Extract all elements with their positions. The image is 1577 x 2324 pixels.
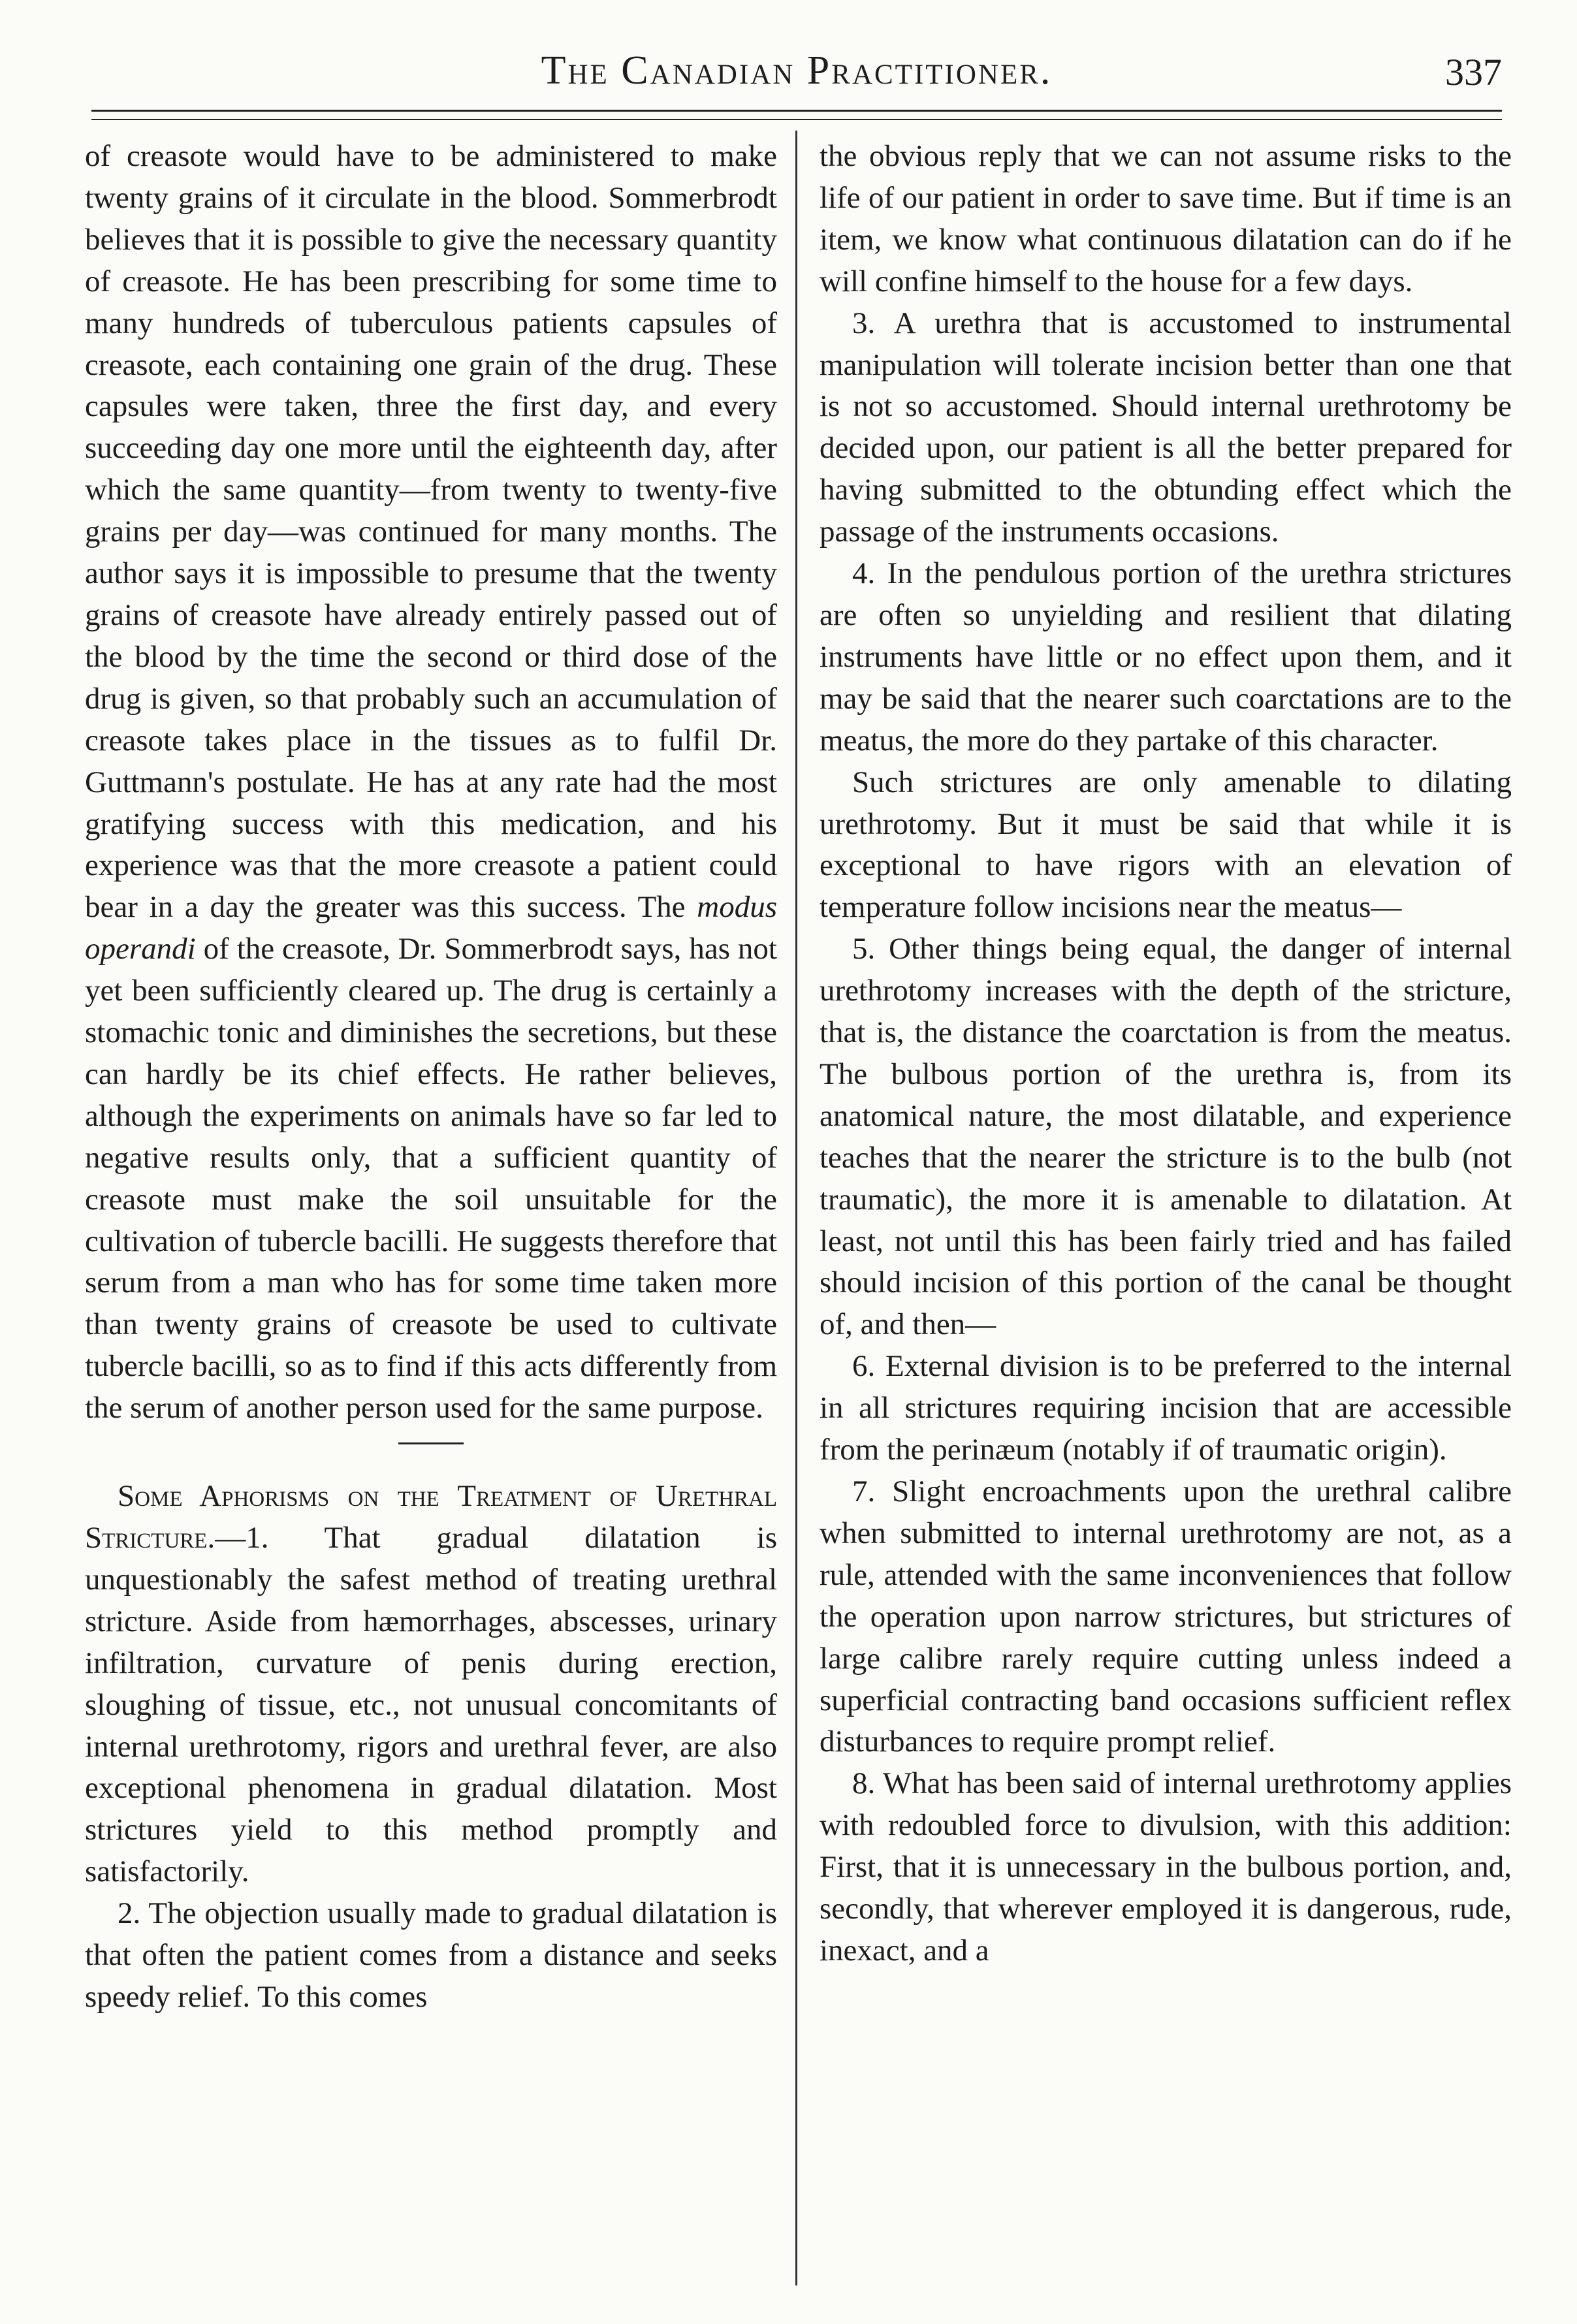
paragraph-aphorism-8: 8. What has been said of internal urethrotomy applies with redoubled force to divulsion, with this addition: First, that it is unnecessary in the bulbous portion, and, secondly, that wherever employed it is dangerous, rude, inexact, and a	[820, 1766, 1512, 1967]
header-rule-thick	[91, 110, 1502, 112]
paragraph-creasote-text: of creasote would have to be administered to make twenty grains of it circulate in the blood. Sommerbrodt believes that it is possible to give the necessary quantity of creasote. He has been prescribing for some time to many hundreds of tuberculous patients capsules of creasote, each containing one grain of the drug. These capsules were taken, three the first day, and every succeeding day one more until the eighteenth day, after which the same quantity—from twenty to twenty-five grains per day—was continued for many months. The author says it is impossible to presume that the twenty grains of creasote have already entirely passed out of the blood by the time the second or third dose of the drug is given, so that probably such an accumulation of creasote takes place in the tissues as to fulfil Dr. Guttmann's postulate. He has at any rate had the most gratifying success with this medication, and his experience was that the more creasote a patient could bear in a day the greater was this success. The	[85, 139, 777, 925]
paragraph-aphorism-3: 3. A urethra that is accustomed to instrumental manipulation will tolerate incision better than one that is not so accustomed. Should internal urethrotomy be decided upon, our patient is all the better prepared for having submitted to the obtunding effect which the passage of the instruments occasions.	[820, 306, 1512, 549]
paragraph-aphorism-7: 7. Slight encroachments upon the urethral calibre when submitted to internal urethrotomy are not, as a rule, attended with the same inconveniences that follow the operation upon narrow strictures, but strictures of large calibre rarely require cutting unless indeed a superficial contracting band occasions sufficient reflex disturbances to require prompt relief.	[820, 1474, 1512, 1759]
paragraph-aphorism-6: 6. External division is to be preferred to the internal in all strictures requiring incision that are accessible from the perinæum (notably if of traumatic origin).	[820, 1349, 1512, 1467]
paragraph-creasote-continued: of the creasote, Dr. Sommerbrodt says, has not yet been sufficiently cleared up. The drug is certainly a stomachic tonic and diminishes the secretions, but these can hardly be its chief effects. He rather believes, although the experiments on animals have so far led to negative results only, that a sufficient quantity of creasote must make the soil unsuitable for the cultivation of tubercle bacilli. He suggests therefore that serum from a man who has for some time taken more than twenty grains of creasote be used to cultivate tubercle bacilli, so as to find if this acts differently from the serum of another person used for the same purpose.	[85, 932, 777, 1425]
paragraph-continued: the obvious reply that we can not assume risks to the life of our patient in order to save time. But if time is an item, we know what continuous dilatation can do if he will confine himself to the house for a few days.	[820, 139, 1512, 298]
italic-phrase: modus operandi	[85, 890, 777, 966]
paragraph-aphorism-1	[85, 1476, 777, 1893]
running-title: The Canadian Practitioner.	[541, 48, 1053, 93]
paragraph-aphorism-4: 4. In the pendulous portion of the urethra strictures are often so unyielding and resilient that dilating instruments have little or no effect upon them, and it may be said that the nearer such coarctations are to the meatus, the more do they partake of this character.	[820, 556, 1512, 757]
column-divider	[795, 131, 797, 2285]
paragraph-aphorism-2: 2. The objection usually made to gradual dilatation is that often the patient comes from a distance and seeks speedy relief. To this comes	[85, 1896, 777, 2014]
section-heading: Some Aphorisms on the Treatment of Urethral Stricture.	[85, 1479, 777, 1555]
paragraph-creasote	[85, 136, 777, 1429]
paragraph-dilating-urethrotomy: Such strictures are only amenable to dilating urethrotomy. But it must be said that while it is exceptional to have rigors with an elevation of temperature follow incisions near the meatus—	[820, 765, 1512, 925]
page-header	[91, 36, 1502, 114]
header-rule-thin	[91, 119, 1502, 120]
right-column	[820, 136, 1512, 1972]
section-separator	[398, 1442, 464, 1444]
page-number: 337	[1445, 51, 1502, 93]
paragraph-aphorism-5: 5. Other things being equal, the danger of internal urethrotomy increases with the depth of the stricture, that is, the distance the coarctation is from the meatus. The bulbous portion of the urethra is, from its anatomical nature, the most dilatable, and experience teaches that the nearer the stricture is to the bulb (not traumatic), the more it is amenable to dilatation. At least, not until this has been fairly tried and has failed should incision of this portion of the canal be thought of, and then—	[820, 932, 1512, 1342]
aphorism-1-text: —1. That gradual dilatation is unquestionably the safest method of treating urethral stricture. Aside from hæmorrhages, abscesses, urinary infiltration, curvature of penis during erection, sloughing of tissue, etc., not unusual concomitants of internal urethrotomy, rigors and urethral fever, are also exceptional phenomena in gradual dilatation. Most strictures yield to this method promptly and satisfactorily.	[85, 1521, 777, 1889]
left-column	[85, 136, 777, 2018]
